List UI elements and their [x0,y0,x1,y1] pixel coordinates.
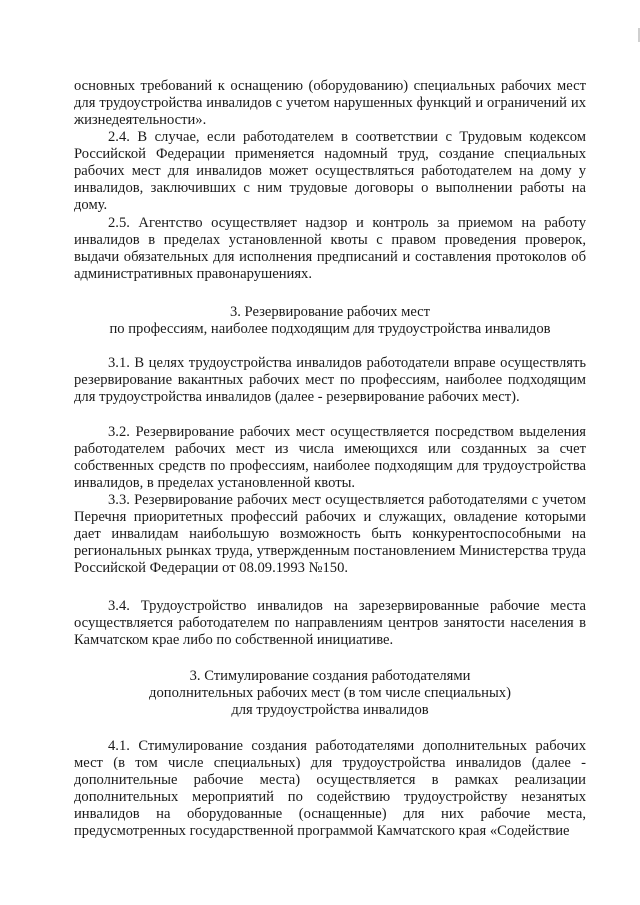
paragraph-continuation [74,78,586,129]
paragraph-3-2 [74,424,586,492]
paragraph-2-4 [74,129,586,214]
section-title-line: по профессиям, наиболее подходящим для трудоустройства инвалидов [109,321,551,337]
paragraph-4-1 [74,738,586,840]
paragraph-text: основных требований к оснащению (оборудованию) специальных рабочих мест для трудоустройства инвалидов с учетом нарушенных функций и ограничений их жизнедеятельности». [74,78,586,128]
paragraph-2-5 [74,215,586,283]
paragraph-text: 3.2. Резервирование рабочих мест осуществляется посредством выделения работодателем рабочих мест из числа имеющихся или созданных за счет собственных средств по профессиям, наиболее подходящим для трудоустройства инвалидов, в пределах установленной квоты. [74,424,586,491]
paragraph-text: 4.1. Стимулирование создания работодателями дополнительных рабочих мест (в том числе специальных) для трудоустройства инвалидов (далее - дополнительные рабочие места) осуществляется в рамках реализации дополнительных мероприятий по содействию трудоустройству незанятых инвалидов на оборудованные (оснащенные) для них рабочие места, предусмотренных государственной программой Камчатского края «Содействие [74,738,586,839]
paragraph-text: 3.4. Трудоустройство инвалидов на зарезервированные рабочие места осуществляется работодателем по направлениям центров занятости населения в Камчатском крае либо по собственной инициативе. [74,598,586,648]
section-title-line: 3. Резервирование рабочих мест [229,304,431,320]
paragraph-text: 2.4. В случае, если работодателем в соответствии с Трудовым кодексом Российской Федерации применяется надомный труд, создание специальных рабочих мест для инвалидов может осуществляться работодателем на дому у инвалидов, заключивших с ним трудовые договоры о выполнении работы на дому. [74,129,586,213]
paragraph-3-1 [74,355,586,406]
section-title-line: 3. Стимулирование создания работодателями [189,668,471,684]
paragraph-text: 2.5. Агентство осуществляет надзор и контроль за приемом на работу инвалидов в пределах установленной квоты с правом проведения проверок, выдачи обязательных для исполнения предписаний и составления протоколов об административных правонарушениях. [74,215,586,282]
paragraph-3-3 [74,492,586,577]
paragraph-3-4 [74,598,586,649]
section-3-heading [74,304,586,338]
section-4-heading [74,668,586,719]
section-title-line: дополнительных рабочих мест (в том числе специальных) [149,685,511,701]
section-title-line: для трудоустройства инвалидов [231,702,429,718]
paragraph-text: 3.3. Резервирование рабочих мест осуществляется работодателями с учетом Перечня приоритетных профессий рабочих и служащих, овладение которыми дает инвалидам наибольшую возможность быть конкурентоспособными на региональных рынках труда, утвержденным постановлением Министерства труда Российской Федерации от 08.09.1993 №150. [74,492,586,576]
paragraph-text: 3.1. В целях трудоустройства инвалидов работодатели вправе осуществлять резервирование вакантных рабочих мест по профессиям, наиболее подходящим для трудоустройства инвалидов (далее - резервирование рабочих мест). [74,355,586,405]
